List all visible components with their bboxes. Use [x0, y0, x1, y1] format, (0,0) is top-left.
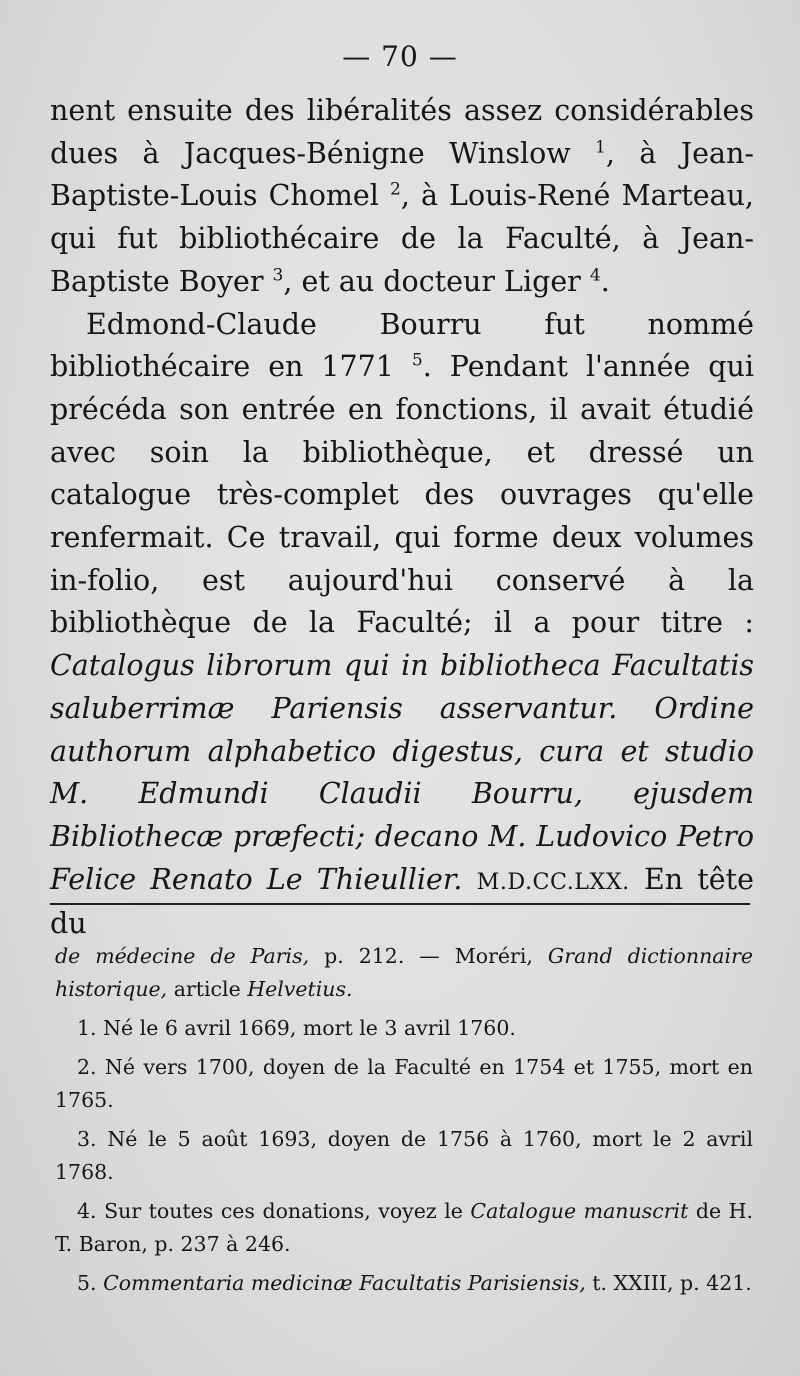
text-run: 5.	[77, 1271, 104, 1295]
text-run: .	[600, 264, 610, 298]
italic-text: Catalogue manuscrit	[470, 1199, 689, 1223]
footnote-ref: 1	[595, 137, 606, 158]
italic-text: Catalogus librorum qui in bibliotheca Facultatis saluberrimæ Pariensis asservantur. Ordine authorum alphabetico digestus, cura et studio M. Edmundi Claudii Bourru, ejusdem Bibliothecæ præfecti; decano M. Ludovico Petro Felice Renato Le Thieullier.	[50, 649, 754, 896]
footnote-ref: 4	[589, 265, 601, 286]
italic-text: Commentaria medicinæ Facultatis Parisiensis,	[103, 1271, 586, 1295]
paragraph	[50, 304, 754, 947]
page-number: — 70 —	[342, 40, 458, 73]
text-run: , à Louis-René Marteau, qui fut bibliothécaire de la Faculté, à Jean-Baptiste Boyer	[50, 179, 754, 298]
footnote-ref: 2	[389, 179, 401, 200]
footnote-ref: 5	[411, 350, 423, 371]
text-run: article	[167, 977, 248, 1001]
text-run: p. 212. — Moréri,	[309, 944, 548, 968]
text-run: 1. Né le 6 avril 1669, mort le 3 avril 1760.	[77, 1016, 516, 1040]
small-caps-text: M.D.CC.LXX.	[476, 868, 630, 895]
italic-text: Grand dictionnaire historique,	[55, 944, 753, 1001]
main-text	[50, 90, 754, 946]
text-run: En tête du	[50, 862, 754, 941]
italic-text: Helvetius.	[247, 977, 353, 1001]
footnote	[55, 1123, 753, 1189]
footnote	[55, 1195, 753, 1261]
text-run: , à Jean-Baptiste-Louis Chomel	[50, 136, 754, 213]
footnote-continuation	[55, 940, 753, 1006]
text-run: nent ensuite des libéralités assez considérables dues à Jacques-Bénigne Winslow	[50, 94, 754, 170]
text-run: de H. T. Baron, p. 237 à 246.	[55, 1199, 753, 1256]
text-run: . Pendant l'année qui précéda son entrée en fonctions, il avait étudié avec soin la bibliothèque, et dressé un catalogue très-complet des ouvrages qu'elle renfermait. Ce travail, qui forme deux volumes in-folio, est aujourd'hui conservé à la bibliothèque de la Faculté; il a pour titre :	[50, 350, 755, 640]
footnote	[55, 1051, 753, 1117]
text-run: 2. Né vers 1700, doyen de la Faculté en 1754 et 1755, mort en 1765.	[55, 1055, 753, 1112]
paragraph	[50, 90, 754, 304]
footnotes	[55, 940, 753, 1306]
italic-text: de médecine de Paris,	[55, 944, 310, 968]
text-run: t. XXIII, p. 421.	[585, 1271, 752, 1295]
footnote	[55, 1012, 753, 1045]
text-run	[462, 863, 476, 896]
text-run: Edmond-Claude Bourru fut nommé bibliothécaire en 1771	[50, 307, 754, 384]
footnote	[55, 1267, 753, 1300]
text-run: 4. Sur toutes ces donations, voyez le	[77, 1199, 471, 1223]
text-run: 3. Né le 5 août 1693, doyen de 1756 à 1760, mort le 2 avril 1768.	[55, 1127, 753, 1184]
footnote-ref: 3	[272, 265, 284, 286]
footnote-separator	[50, 903, 750, 905]
text-run: , et au docteur Liger	[283, 264, 590, 298]
